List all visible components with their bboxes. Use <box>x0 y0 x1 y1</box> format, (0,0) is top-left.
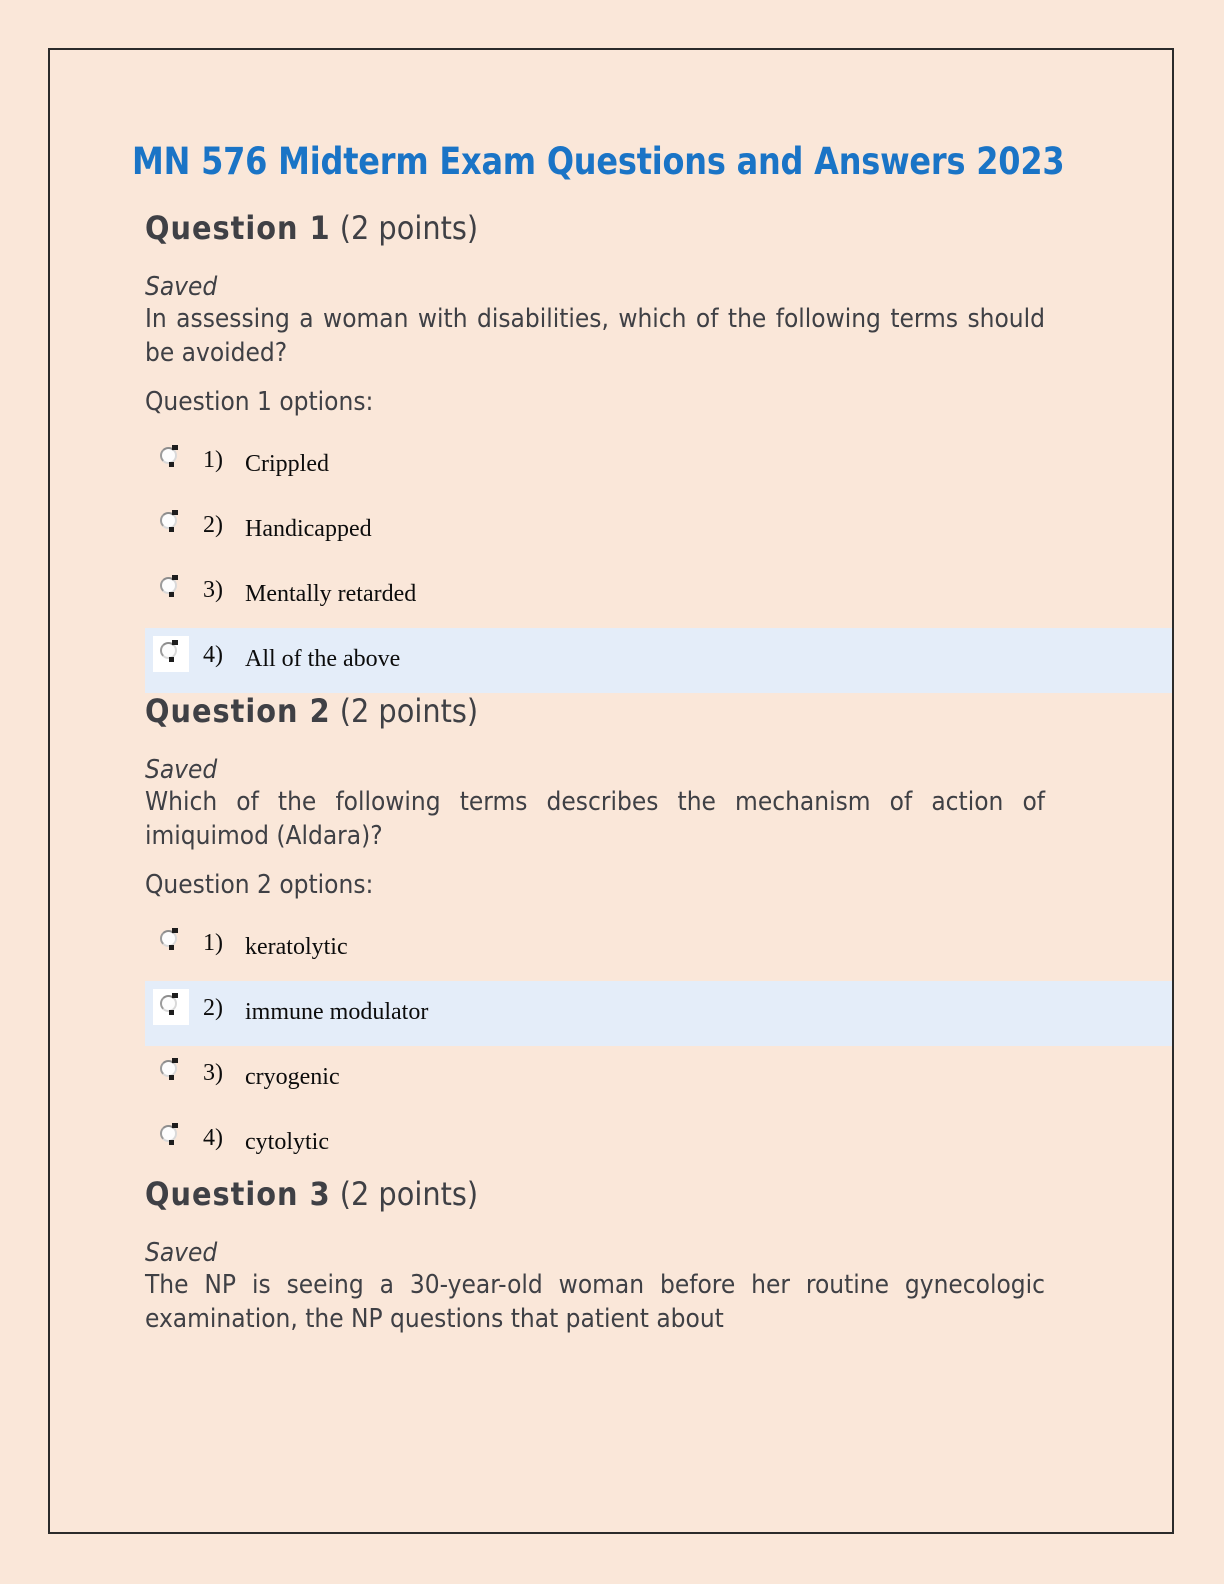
option-label[interactable]: immune modulator <box>245 999 429 1026</box>
option-number: 4) <box>203 1125 223 1152</box>
radio-button-unselected-icon[interactable] <box>153 1119 189 1155</box>
question-status-2: Saved <box>145 754 218 785</box>
radio-button-unselected-icon[interactable] <box>153 636 189 672</box>
option-number: 1) <box>203 930 223 957</box>
radio-button-unselected-icon[interactable] <box>153 989 189 1025</box>
question-heading-3 <box>145 1176 1155 1213</box>
option-row[interactable] <box>145 498 1155 563</box>
option-label[interactable]: Mentally retarded <box>245 581 417 608</box>
question-prompt-1: In assessing a woman with disabilities, which of the following terms should be avoided? <box>145 304 1045 368</box>
question-prompt-2: Which of the following terms describes the mechanism of action of imiquimod (Aldara)? <box>145 787 1045 851</box>
question-status-3: Saved <box>145 1237 218 1268</box>
question-status-1: Saved <box>145 271 218 302</box>
question-options-label-1: Question 1 options: <box>145 386 374 417</box>
options-list-2 <box>145 916 1155 1176</box>
question-prompt-3: The NP is seeing a 30-year-old woman before her routine gynecologic examination, the NP questions that patient about <box>145 1270 1045 1334</box>
document-page <box>48 48 1174 1534</box>
option-label[interactable]: Handicapped <box>245 516 372 543</box>
question-points-1: (2 points) <box>339 209 479 247</box>
question-points-2: (2 points) <box>339 692 479 731</box>
option-label[interactable]: Crippled <box>245 451 329 478</box>
question-block-3 <box>145 1176 1155 1336</box>
option-row[interactable] <box>145 433 1155 498</box>
option-row-selected[interactable] <box>145 628 1155 693</box>
option-number: 3) <box>203 577 223 604</box>
option-label[interactable]: cryogenic <box>245 1064 340 1091</box>
exam-body <box>145 210 1155 1336</box>
option-number: 4) <box>203 642 223 669</box>
question-label-3: Question 3 <box>145 1175 331 1214</box>
radio-button-unselected-icon[interactable] <box>153 441 189 477</box>
radio-button-unselected-icon[interactable] <box>153 571 189 607</box>
question-heading-2 <box>145 693 1155 730</box>
question-block-2 <box>145 693 1155 1176</box>
radio-button-unselected-icon[interactable] <box>153 1054 189 1090</box>
option-number: 2) <box>203 512 223 539</box>
radio-button-unselected-icon[interactable] <box>153 506 189 542</box>
option-label[interactable]: keratolytic <box>245 934 348 961</box>
option-number: 3) <box>203 1060 223 1087</box>
option-label[interactable]: cytolytic <box>245 1129 329 1156</box>
option-row[interactable] <box>145 563 1155 628</box>
question-label-1: Question 1 <box>145 209 331 247</box>
question-label-2: Question 2 <box>145 692 331 731</box>
option-number: 2) <box>203 995 223 1022</box>
question-block-1 <box>145 210 1155 693</box>
option-row[interactable] <box>145 1111 1155 1176</box>
option-label[interactable]: All of the above <box>245 646 401 673</box>
option-row[interactable] <box>145 916 1155 981</box>
option-row[interactable] <box>145 1046 1155 1111</box>
option-number: 1) <box>203 447 223 474</box>
option-row-selected[interactable] <box>145 981 1155 1046</box>
question-points-3: (2 points) <box>339 1175 479 1214</box>
options-list-1 <box>145 433 1155 693</box>
radio-button-unselected-icon[interactable] <box>153 924 189 960</box>
question-heading-1 <box>145 210 1155 247</box>
question-options-label-2: Question 2 options: <box>145 869 374 900</box>
page-title: MN 576 Midterm Exam Questions and Answers 2023 <box>132 140 1065 183</box>
